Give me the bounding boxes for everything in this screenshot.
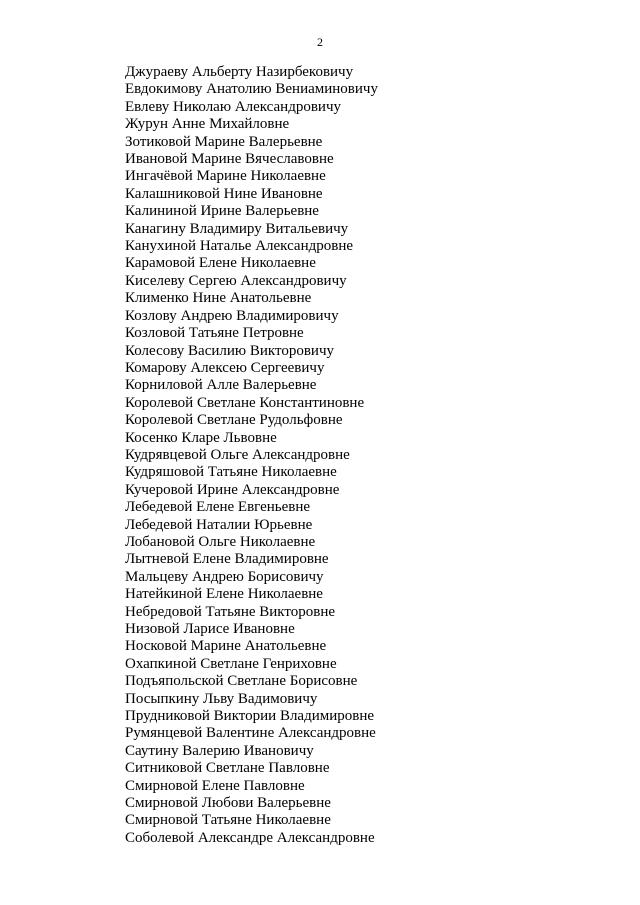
list-item: Ситниковой Светлане Павловне [125,760,330,777]
list-item: Носковой Марине Анатольевне [125,638,327,655]
list-item: Клименко Нине Анатольевне [125,290,312,307]
list-item: Смирновой Татьяне Николаевне [125,812,331,829]
list-item: Смирновой Любови Валерьевне [125,795,331,812]
list-item: Посыпкину Льву Вадимовичу [125,690,318,707]
list-item: Лебедевой Наталии Юрьевне [125,516,313,533]
list-item: Журун Анне Михайловне [125,116,290,133]
list-item: Небредовой Татьяне Викторовне [125,603,336,620]
list-item: Косенко Кларе Львовне [125,429,277,446]
list-item: Королевой Светлане Рудольфовне [125,412,343,429]
list-item: Лобановой Ольге Николаевне [125,533,316,550]
list-item: Калашниковой Нине Ивановне [125,185,323,202]
list-item: Соболевой Александре Александровне [125,829,375,846]
name-list [125,64,378,847]
list-item: Подъяпольской Светлане Борисовне [125,673,358,690]
list-item: Натейкиной Елене Николаевне [125,586,323,603]
list-item: Евдокимову Анатолию Вениаминовичу [125,81,378,98]
list-item: Колесову Василию Викторовичу [125,342,335,359]
list-item: Канагину Владимиру Витальевичу [125,220,349,237]
list-item: Комарову Алексею Сергеевичу [125,359,325,376]
list-item: Канухиной Наталье Александровне [125,238,354,255]
list-item: Саутину Валерию Ивановичу [125,742,314,759]
list-item: Ивановой Марине Вячеславовне [125,151,334,168]
list-item: Евлеву Николаю Александровичу [125,98,341,115]
list-item: Кучеровой Ирине Александровне [125,481,340,498]
list-item: Киселеву Сергею Александровичу [125,272,347,289]
list-item: Зотиковой Марине Валерьевне [125,133,323,150]
list-item: Прудниковой Виктории Владимировне [125,708,375,725]
list-item: Низовой Ларисе Ивановне [125,621,295,637]
list-item: Лытневой Елене Владимировне [125,551,329,568]
list-item: Лебедевой Елене Евгеньевне [125,499,311,516]
list-item: Калининой Ирине Валерьевне [125,203,319,220]
list-item: Королевой Светлане Константиновне [125,394,365,411]
list-item: Кудряшовой Татьяне Николаевне [125,464,337,481]
list-item: Мальцеву Андрею Борисовичу [125,568,324,585]
list-item: Охапкиной Светлане Генриховне [125,655,337,672]
list-item: Смирновой Елене Павловне [125,777,305,794]
list-item: Ингачёвой Марине Николаевне [125,168,326,185]
list-item: Козловой Татьяне Петровне [125,325,304,342]
list-item: Кудрявцевой Ольге Александровне [125,446,350,463]
list-item: Козлову Андрею Владимировичу [125,307,339,324]
list-item: Корниловой Алле Валерьевне [125,377,317,394]
list-item: Карамовой Елене Николаевне [125,255,316,272]
page-number: 2 [317,35,323,49]
list-item: Румянцевой Валентине Александровне [125,725,376,742]
list-item: Джураеву Альберту Назирбековичу [125,64,354,80]
